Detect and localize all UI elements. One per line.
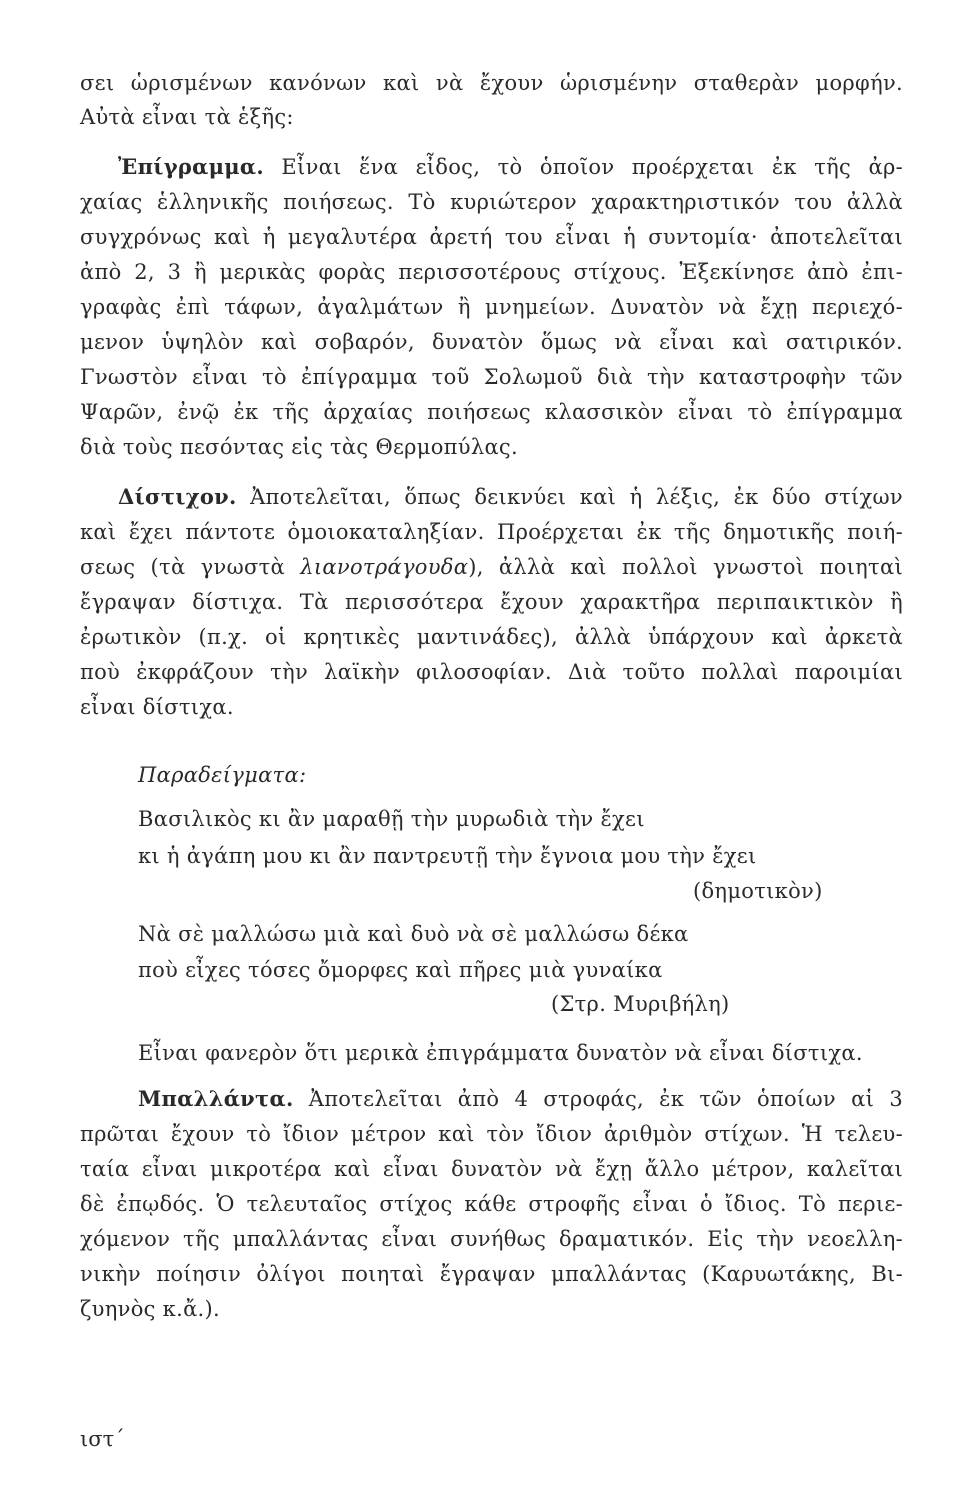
poem-line: Νὰ σὲ μαλλώσω μιὰ καὶ δυὸ νὰ σὲ μαλλώσω δέκα — [138, 922, 689, 946]
text-line: δὲ ἐπῳδός. Ὁ τελευταῖος στίχος κάθε στροφῆς εἶναι ὁ ἴδιος. Τὸ περιε- — [80, 1192, 903, 1216]
examples-conclusion: Εἶναι φανερὸν ὅτι μερικὰ ἐπιγράμματα δυνατὸν νὰ εἶναι δίστιχα. — [138, 1041, 863, 1065]
poem-line: Βασιλικὸς κι ἂν μαραθῇ τὴν μυρωδιὰ τὴν ἔχει — [138, 807, 645, 831]
poem-source: (Στρ. Μυριβήλη) — [551, 992, 730, 1016]
ballad-term: Μπαλλάντα. — [138, 1086, 294, 1111]
text-line: χαίας ἑλληνικῆς ποιήσεως. Τὸ κυριώτερον χαρακτηριστικόν του ἀλλὰ — [80, 190, 903, 214]
italic-term: λιανοτράγουδα — [300, 555, 469, 579]
examples-heading: Παραδείγματα: — [138, 763, 307, 787]
text-span: ), ἀλλὰ καὶ πολλοὶ γνωστοὶ ποιηταὶ — [468, 555, 903, 579]
text-line: ἀπὸ 2, 3 ἢ μερικὰς φορὰς περισσοτέρους στίχους. Ἐξεκίνησε ἀπὸ ἐπι- — [80, 260, 903, 284]
text-line: γραφὰς ἐπὶ τάφων, ἀγαλμάτων ἢ μνημείων. Δυνατὸν νὰ ἔχῃ περιεχό- — [80, 295, 903, 319]
distichon-term: Δίστιχον. — [118, 484, 237, 509]
text-line: μενον ὑψηλὸν καὶ σοβαρόν, δυνατὸν ὅμως νὰ εἶναι καὶ σατιρικόν. — [80, 330, 903, 354]
page-number: ιστ΄ — [80, 1427, 125, 1451]
epigram-first-line — [80, 154, 903, 180]
text-line: νικὴν ποίησιν ὀλίγοι ποιηταὶ ἔγραψαν μπαλλάντας (Καρυωτάκης, Βι- — [80, 1262, 903, 1286]
text-line: ποὺ ἐκφράζουν τὴν λαϊκὴν φιλοσοφίαν. Διὰ τοῦτο πολλαὶ παροιμίαι — [80, 660, 903, 684]
text-line: ἔγραψαν δίστιχα. Τὰ περισσότερα ἔχουν χαρακτῆρα περιπαικτικὸν ἢ — [80, 590, 903, 614]
ballad-first-line — [80, 1086, 903, 1112]
text-line: καὶ ἔχει πάντοτε ὁμοιοκαταληξίαν. Προέρχεται ἐκ τῆς δημοτικῆς ποιή- — [80, 520, 903, 544]
distichon-text: Ἀποτελεῖται, ὅπως δεικνύει καὶ ἡ λέξις, ἐκ δύο στίχων — [236, 485, 903, 509]
text-line: πρῶται ἔχουν τὸ ἴδιον μέτρον καὶ τὸν ἴδιον ἀριθμὸν στίχων. Ἡ τελευ- — [80, 1122, 903, 1146]
text-line: ζυηνὸς κ.ἄ.). — [80, 1297, 220, 1321]
poem-line: κι ἡ ἀγάπη μου κι ἂν παντρευτῇ τὴν ἔγνοια μου τὴν ἔχει — [138, 844, 757, 868]
text-line: Ψαρῶν, ἐνῷ ἐκ τῆς ἀρχαίας ποιήσεως κλασσικὸν εἶναι τὸ ἐπίγραμμα — [80, 400, 903, 424]
ballad-text: Ἀποτελεῖται ἀπὸ 4 στροφάς, ἐκ τῶν ὁποίων αἱ 3 — [293, 1087, 903, 1111]
poem-source: (δημοτικὸν) — [693, 879, 823, 903]
text-line: διὰ τοὺς πεσόντας εἰς τὰς Θερμοπύλας. — [80, 435, 518, 459]
text-line: ἐρωτικὸν (π.χ. οἱ κρητικὲς μαντινάδες), ἀλλὰ ὑπάρχουν καὶ ἀρκετὰ — [80, 625, 903, 649]
epigram-text: Εἶναι ἕνα εἶδος, τὸ ὁποῖον προέρχεται ἐκ τῆς ἀρ- — [264, 155, 903, 179]
poem-line: ποὺ εἶχες τόσες ὄμορφες καὶ πῆρες μιὰ γυναίκα — [138, 958, 663, 982]
text-line: ταία εἶναι μικροτέρα καὶ εἶναι δυνατὸν νὰ ἔχῃ ἄλλο μέτρον, καλεῖται — [80, 1157, 903, 1181]
text-line: σει ὡρισμένων κανόνων καὶ νὰ ἔχουν ὡρισμένην σταθερὰν μορφήν. — [80, 71, 903, 95]
epigram-term: Ἐπίγραμμα. — [118, 154, 265, 179]
text-line: Γνωστὸν εἶναι τὸ ἐπίγραμμα τοῦ Σολωμοῦ διὰ τὴν καταστροφὴν τῶν — [80, 365, 903, 389]
distichon-first-line — [80, 484, 903, 510]
distichon-line-3 — [80, 554, 903, 580]
text-line: εἶναι δίστιχα. — [80, 695, 234, 719]
text-line: συγχρόνως καὶ ἡ μεγαλυτέρα ἀρετή του εἶναι ἡ συντομία· ἀποτελεῖται — [80, 225, 903, 249]
text-line: χόμενον τῆς μπαλλάντας εἶναι συνήθως δραματικόν. Εἰς τὴν νεοελλη- — [80, 1227, 903, 1251]
text-span: σεως (τὰ γνωστὰ — [80, 555, 301, 579]
text-line: Αὐτὰ εἶναι τὰ ἑξῆς: — [80, 105, 294, 129]
